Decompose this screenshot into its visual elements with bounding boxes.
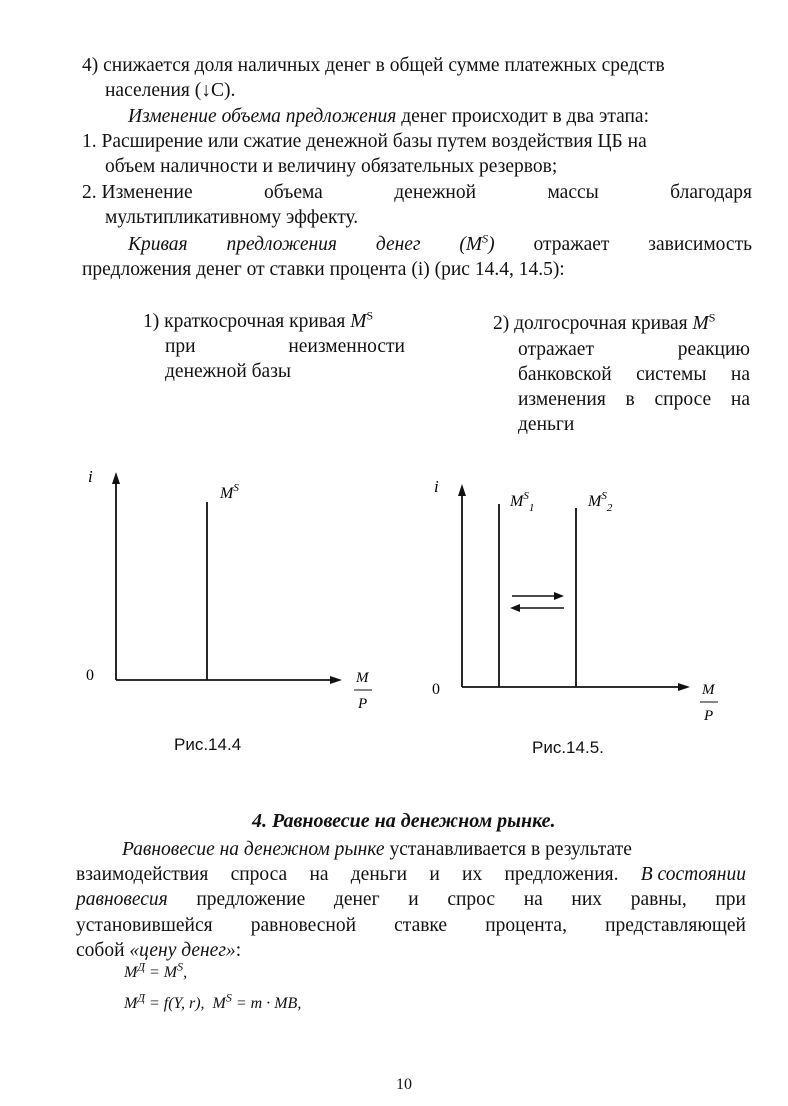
word: изменения [518,389,606,410]
word: 2. Изменение [82,182,193,203]
word: деньги [350,864,408,885]
word: отражает [518,339,594,360]
word: на [523,889,543,910]
price-of-money-colon: : [235,940,242,961]
word: массы [547,182,599,203]
word: и [429,864,440,885]
figure-14-5-caption: Рис.14.5. [532,738,604,757]
figure-14-5 [424,470,744,730]
x-axis-label-numerator: M [356,670,369,686]
word: и [408,889,419,910]
item-4-line-1: 4) снижается доля наличных денег в общей сумме платежных средств [82,55,665,76]
equilibrium-para-line-1 [122,838,632,862]
supply-curve-line-2: предложения денег от ставки процента (i) (рис 14.4, 14.5): [82,259,565,280]
supply-change-paragraph [128,105,649,129]
left-note-line-2 [165,335,405,359]
word: денег [333,889,380,910]
word: системы [636,364,707,385]
right-note-line-1: 2) долгосрочная кривая $M^S$ [493,310,716,334]
superscript: S [601,490,607,502]
word: равновесной [250,915,357,936]
word: их [462,864,483,885]
shift-right-arrowhead [554,592,564,600]
word: спроса [230,864,288,885]
superscript: S [233,482,239,494]
left-note-line-3: денежной базы [165,361,292,382]
word: спросе [654,389,712,410]
word: денежной [394,182,477,203]
superscript: S [523,490,529,502]
list-item-2-line-1 [82,181,752,205]
word: реакцию [677,339,750,360]
supply-change-rest: денег происходит в два этапа: [396,106,649,127]
word: при [715,889,746,910]
list-item-1-line-1: 1. Расширение или сжатие денежной базы путем воздействия ЦБ на [82,131,647,152]
item-4-line-2: населения (↓C). [105,80,236,101]
word: на [730,389,750,410]
word: процента, [485,915,567,936]
shift-left-arrowhead [510,604,520,612]
word: взаимодействия [76,864,209,885]
y-axis-label: i [434,477,439,496]
ms2-curve-label: $M^S_2$ [588,490,613,514]
word: на [309,864,329,885]
subscript: 1 [528,502,535,514]
figure-14-4-caption: Рис.14.4 [174,735,242,754]
ms-curve-label: $M^S$ [220,482,239,502]
word: В состоянии [640,864,746,885]
word: в [625,389,635,410]
word: $(M^S)$ [459,231,495,255]
word: банковской [518,364,612,385]
word: равновесия [76,889,168,910]
word: спрос [447,889,496,910]
origin-label: 0 [432,681,440,698]
equilibrium-term: Равновесие на денежном рынке [122,839,385,860]
equilibrium-para-line-2 [76,863,746,887]
word: на [730,364,750,385]
word: представляющей [605,915,746,936]
word: Кривая [128,234,188,255]
word: денег [375,234,421,255]
x-axis-label-numerator: M [702,682,715,698]
list-item-2-line-2: мультипликативному эффекту. [105,207,359,228]
supply-change-italic: Изменение объема предложения [128,106,397,127]
equilibrium-para-line-5 [76,939,241,963]
word: них [571,889,603,910]
x-axis-arrow [678,683,690,691]
right-note-line-3 [518,363,750,387]
word: при [165,336,196,357]
word: благодаря [670,182,752,203]
y-axis-label: i [88,467,93,486]
word: равны, [630,889,687,910]
x-axis-label-denominator: P [704,708,714,724]
formula-equilibrium: $M^Д = M^S$, [124,959,188,981]
price-of-money-lead: собой [76,940,130,961]
y-axis-arrow [458,484,466,496]
right-note-line-5: деньги [518,414,575,435]
section-heading: 4. Равновесие на денежном рынке. [252,810,556,832]
word: предложения. [504,864,619,885]
list-item-1-line-2: объем наличности и величину обязательных резервов; [105,156,558,177]
right-note-line-2 [518,338,750,362]
figure-14-4 [80,462,390,722]
word: отражает [533,234,610,255]
word: зависимость [648,234,752,255]
x-axis-label-denominator: P [358,696,368,712]
word: неизменности [288,336,405,357]
word: установившейся [76,915,213,936]
x-axis-arrow [330,676,342,684]
price-of-money-term: «цену денег» [129,940,236,961]
word: объема [264,182,323,203]
word: предложения [226,234,338,255]
supply-curve-line-1 [128,233,752,257]
ms1-curve-label: $M^S_1$ [510,490,535,514]
left-note-line-1: 1) краткосрочная кривая $M^S$ [143,308,374,332]
formula-demand-supply: $M^Д = f(Y$, r), $M^S = m$ · MB, [124,990,302,1012]
y-axis-arrow [112,472,120,484]
right-note-line-4 [518,388,750,412]
equilibrium-rest: устанавливается в результате [384,839,632,860]
equilibrium-para-line-3 [76,888,746,912]
equilibrium-para-line-4 [76,914,746,938]
word: ставке [394,915,448,936]
origin-label: 0 [86,667,94,684]
word: предложение [196,889,306,910]
subscript: 2 [606,502,613,514]
page-number: 10 [396,1076,412,1093]
